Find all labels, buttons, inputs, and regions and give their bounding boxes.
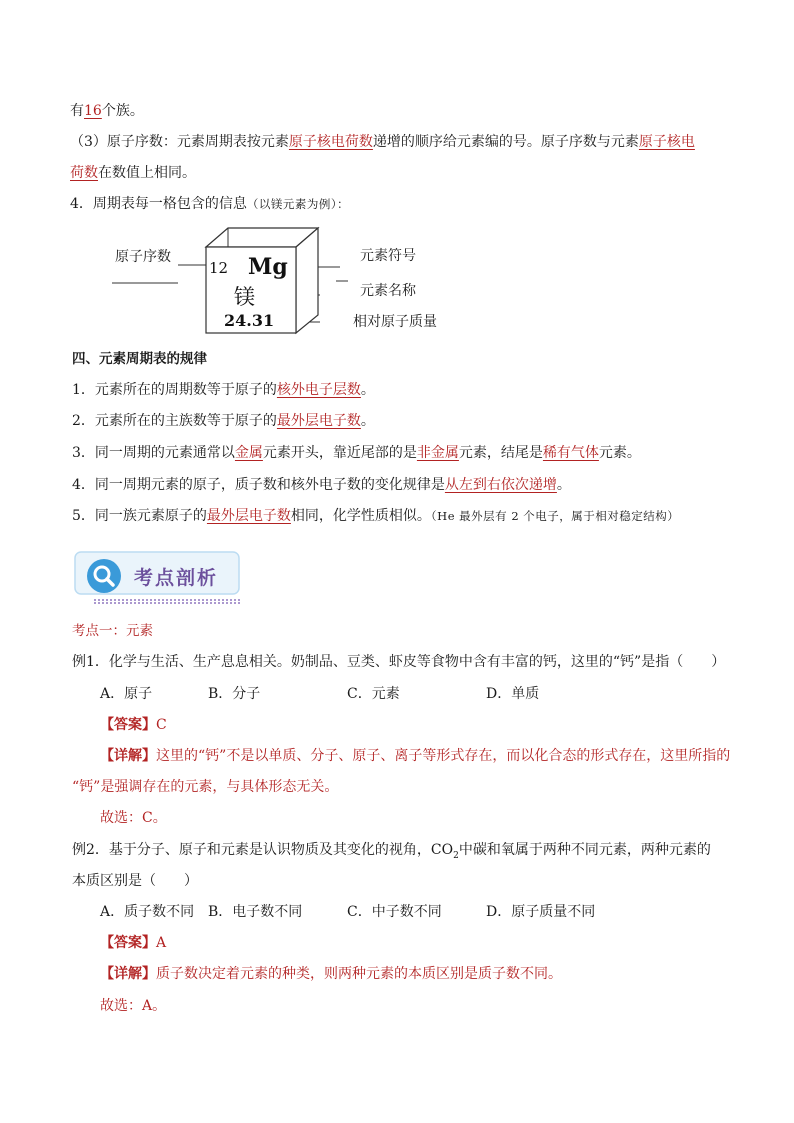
answer-value: A xyxy=(156,935,167,951)
answer-value: C xyxy=(156,717,167,733)
answer-fill: 核外电子层数 xyxy=(276,382,361,398)
example-1-detail-cont: “钙”是强调存在的元素，与具体形态无关。 xyxy=(72,779,339,795)
text: 5．同一族元素原子的 xyxy=(72,508,207,524)
answer-fill: 16 xyxy=(84,103,102,119)
text-line-atomic-number xyxy=(70,132,695,152)
example-2-detail xyxy=(100,964,562,984)
text: 1．元素所在的周期数等于原子的 xyxy=(72,382,277,398)
text: 元素，结尾是 xyxy=(458,445,543,461)
cell-name: 镁 xyxy=(234,285,255,309)
text: 3．同一周期的元素通常以 xyxy=(72,445,235,461)
example-2-choice: 故选：A。 xyxy=(100,998,167,1014)
example-2-stem xyxy=(72,840,711,866)
note: （以镁元素为例）： xyxy=(246,197,350,211)
detail-label: 【详解】 xyxy=(100,966,156,982)
answer-fill: 原子核电 xyxy=(638,134,695,150)
answer-fill: 最外层电子数 xyxy=(206,508,291,524)
text: 有 xyxy=(70,103,84,119)
label-name: 元素名称 xyxy=(360,283,416,299)
answer-fill: 金属 xyxy=(234,445,263,461)
text: 元素开头，靠近尾部的是 xyxy=(262,445,417,461)
text: 。 xyxy=(556,477,571,493)
banner-title: 考点剖析 xyxy=(134,567,219,589)
section-heading: 四、元素周期表的规律 xyxy=(72,351,207,367)
text: 。 xyxy=(360,382,375,398)
rule-4 xyxy=(72,475,571,495)
text: 在数值上相同。 xyxy=(98,165,196,181)
subscript: 2 xyxy=(453,850,459,861)
rule-5 xyxy=(72,506,679,526)
example-2-answer xyxy=(100,933,166,953)
example-1-options xyxy=(0,684,794,704)
text: 个族。 xyxy=(101,103,144,119)
text: 中碳和氧属于两种不同元素，两种元素的 xyxy=(458,842,711,858)
text-line-atomic-number-cont xyxy=(70,163,196,183)
detail-label: 【详解】 xyxy=(100,748,156,764)
rule-2 xyxy=(72,411,375,431)
example-1-answer xyxy=(100,715,167,735)
text: 递增的顺序给元素编的号。原子序数与元素 xyxy=(372,134,639,150)
option-a: A．原子 xyxy=(100,686,153,702)
note: （He 最外层有 2 个电子，属于相对稳定结构） xyxy=(430,509,680,523)
text: 元素。 xyxy=(598,445,641,461)
text: 4．周期表每一格包含的信息 xyxy=(70,196,247,212)
option-c: C．中子数不同 xyxy=(347,904,442,920)
text: 2．元素所在的主族数等于原子的 xyxy=(72,413,277,429)
cell-mass: 24.31 xyxy=(224,311,275,330)
answer-label: 【答案】 xyxy=(100,935,156,951)
answer-fill: 最外层电子数 xyxy=(276,413,361,429)
option-d: D．原子质量不同 xyxy=(486,904,596,920)
option-b: B．电子数不同 xyxy=(208,904,303,920)
example-1-choice: 故选：C。 xyxy=(100,810,167,826)
text: 相同，化学性质相似。 xyxy=(290,508,431,524)
kaodian-title: 考点一：元素 xyxy=(72,623,153,639)
option-b: B．分子 xyxy=(208,686,261,702)
section-banner xyxy=(72,548,244,606)
answer-fill: 稀有气体 xyxy=(542,445,599,461)
cell-number: 12 xyxy=(209,259,229,277)
example-1-stem: 例1．化学与生活、生产息息相关。奶制品、豆类、虾皮等食物中含有丰富的钙，这里的“钙”是指（ ） xyxy=(72,654,726,670)
detail-text: 质子数决定着元素的种类，则两种元素的本质区别是质子数不同。 xyxy=(156,966,562,982)
text: 4．同一周期元素的原子，质子数和核外电子数的变化规律是 xyxy=(72,477,445,493)
cell-symbol: Mg xyxy=(248,254,288,280)
answer-fill: 从左到右依次递增 xyxy=(444,477,557,493)
option-c: C．元素 xyxy=(347,686,400,702)
text-line-cell-info xyxy=(70,194,349,214)
option-d: D．单质 xyxy=(486,686,540,702)
rule-1 xyxy=(72,380,375,400)
search-icon xyxy=(86,558,122,594)
detail-text: 这里的“钙”不是以单质、分子、原子、离子等形式存在，而以化合态的形式存在，这里所指的 xyxy=(156,748,731,764)
text: 例2．基于分子、原子和元素是认识物质及其变化的视角，CO xyxy=(72,842,454,858)
example-2-options xyxy=(0,902,794,922)
option-a: A．质子数不同 xyxy=(100,904,195,920)
text-line-groups xyxy=(70,101,144,121)
periodic-cell-diagram xyxy=(110,225,450,340)
rule-3 xyxy=(72,443,641,463)
answer-fill: 荷数 xyxy=(70,165,98,181)
answer-label: 【答案】 xyxy=(100,717,156,733)
label-symbol: 元素符号 xyxy=(360,248,416,264)
example-2-stem-cont: 本质区别是（ ） xyxy=(72,873,198,889)
example-1-detail xyxy=(100,746,730,766)
answer-fill: 原子核电荷数 xyxy=(288,134,373,150)
text: （3）原子序数：元素周期表按元素 xyxy=(70,134,289,150)
text: 。 xyxy=(360,413,375,429)
label-atomic-number: 原子序数 xyxy=(115,249,171,265)
answer-fill: 非金属 xyxy=(416,445,459,461)
label-mass: 相对原子质量 xyxy=(353,314,437,330)
